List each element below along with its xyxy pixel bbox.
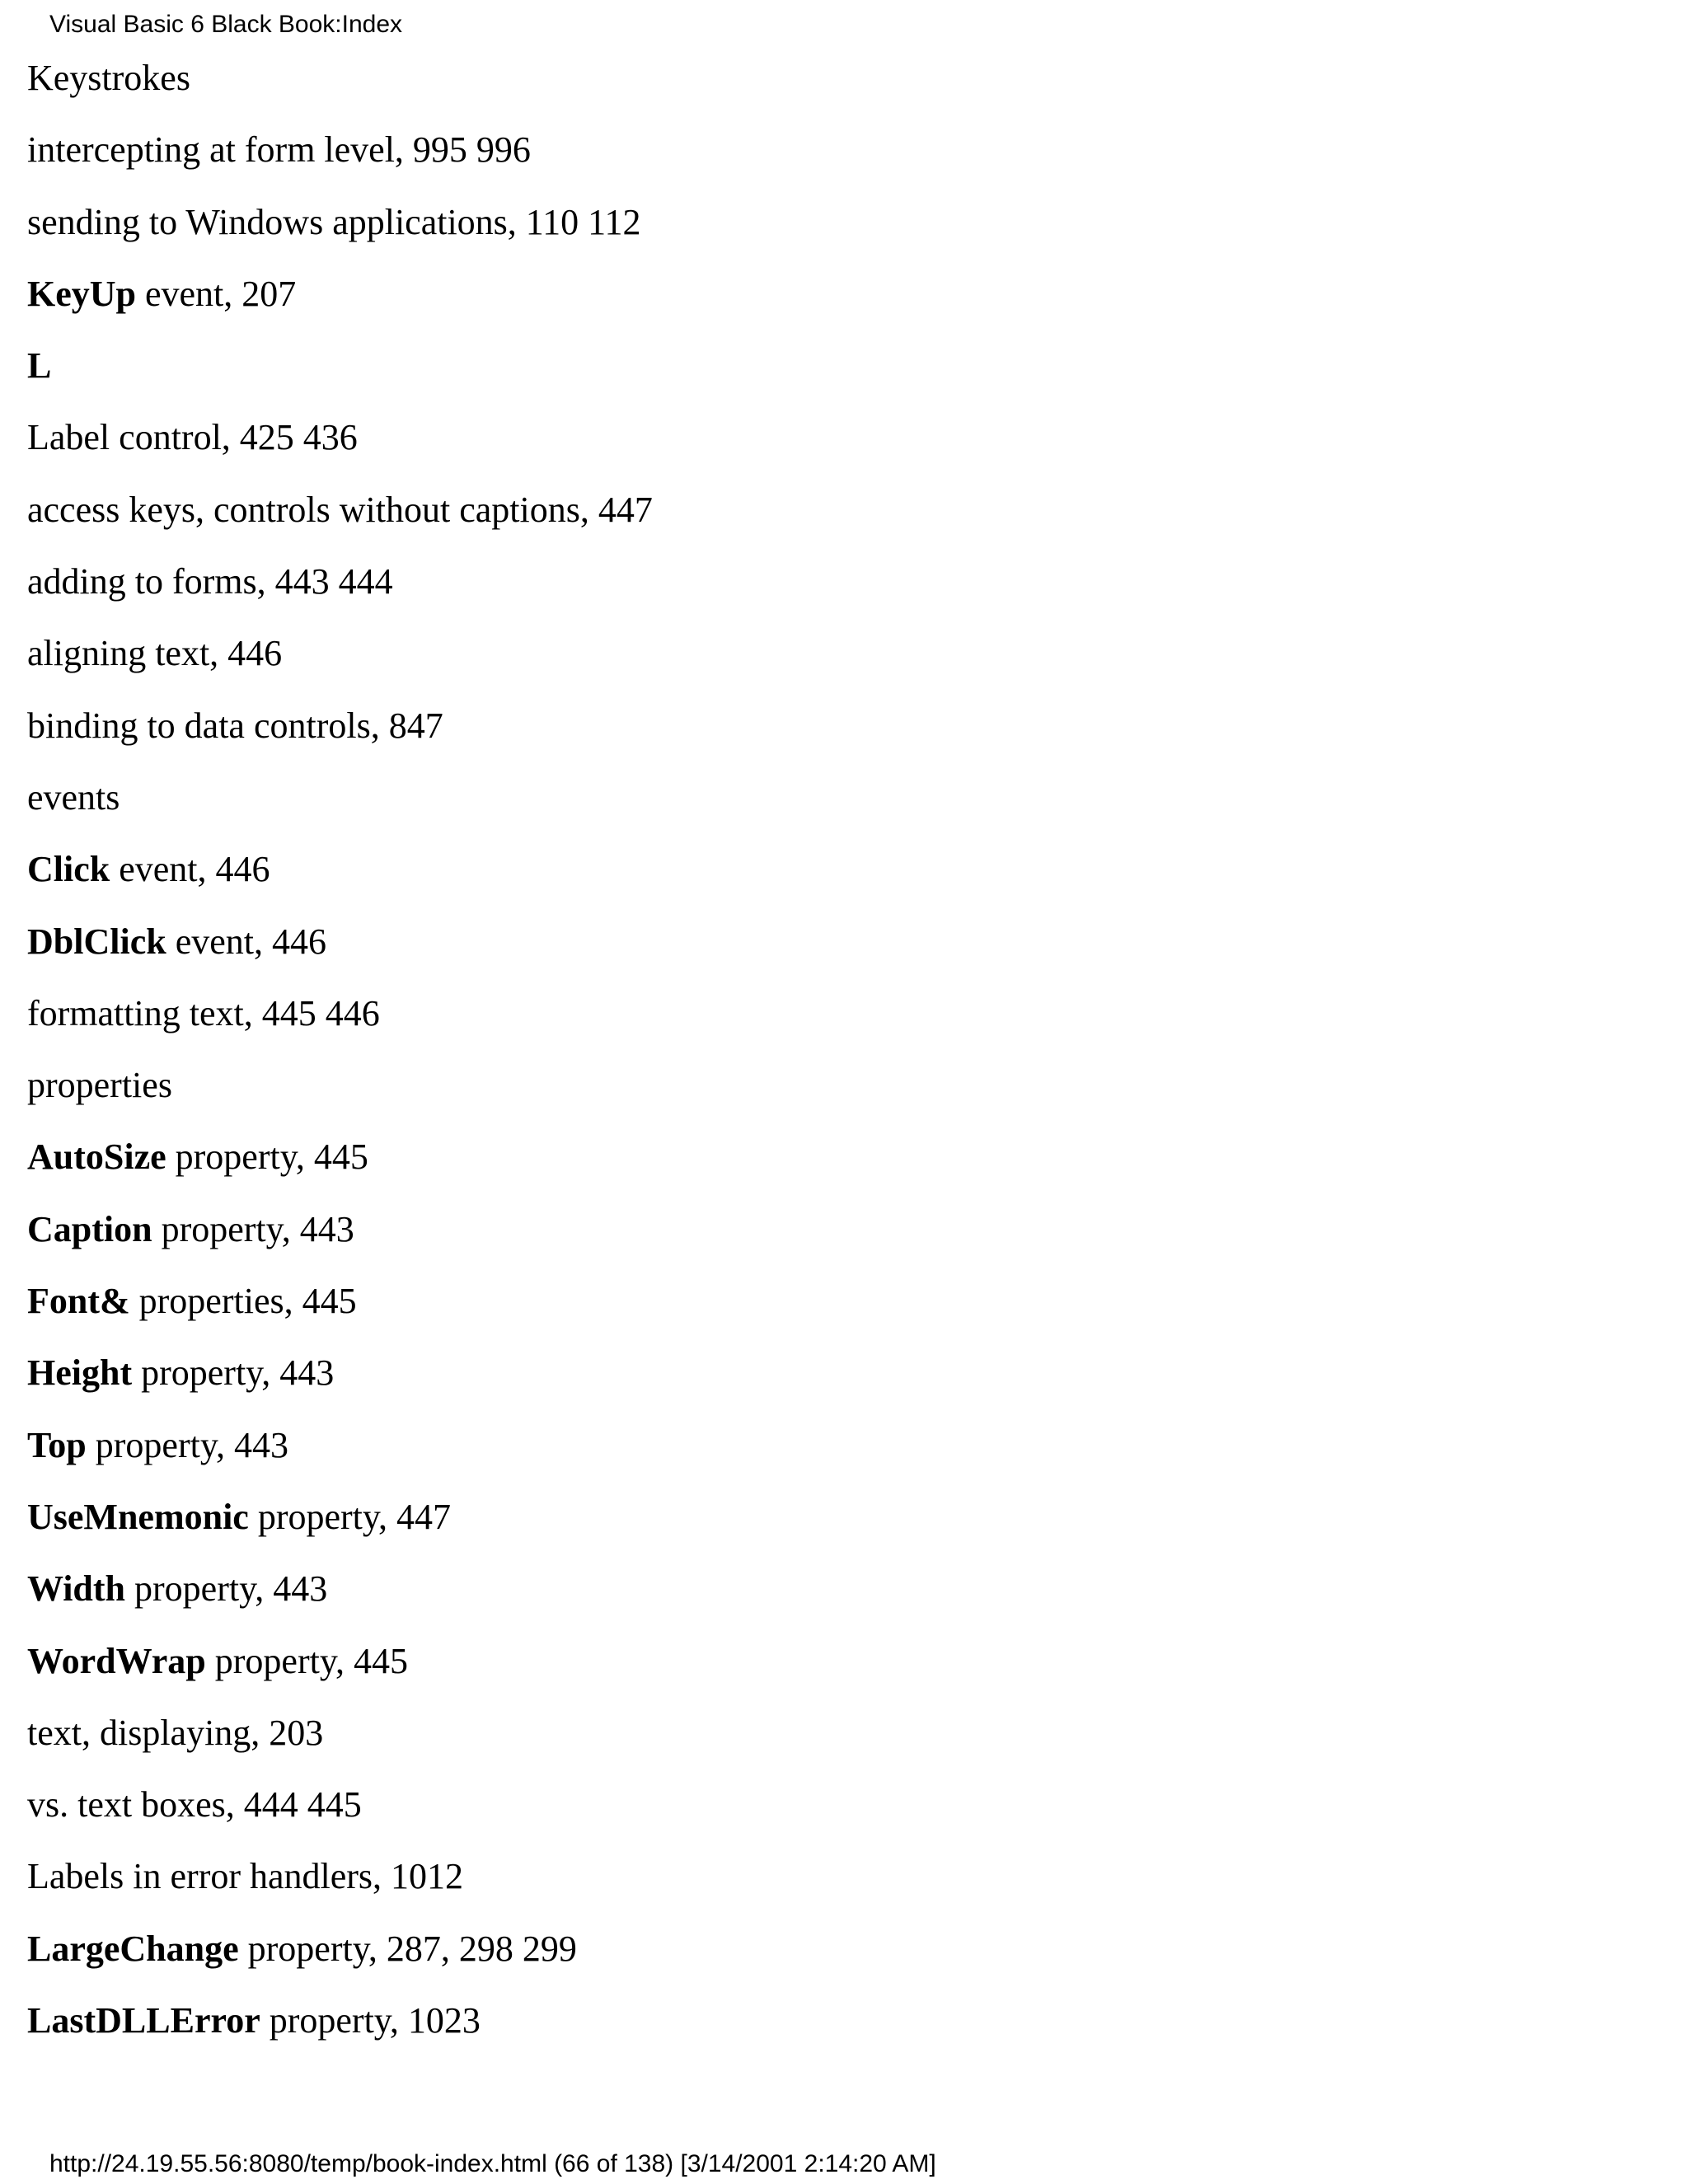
entry-text: property, 445 [166, 1137, 368, 1178]
index-entry [27, 1850, 653, 1922]
entry-text: property, 287, 298 299 [238, 1928, 577, 1969]
index-entry [27, 1491, 653, 1563]
index-entry [27, 484, 653, 555]
entry-text: Labels in error handlers, 1012 [27, 1856, 464, 1897]
index-entry [27, 1059, 653, 1131]
entry-text: property, 443 [132, 1352, 335, 1394]
page-header-title: Visual Basic 6 Black Book:Index [49, 11, 403, 38]
index-entry [27, 1994, 653, 2066]
index-entry [27, 1347, 653, 1418]
entry-text: property, 443 [152, 1208, 354, 1249]
index-entry [27, 916, 653, 987]
index-entry [27, 1563, 653, 1634]
entry-text: Keystrokes [27, 58, 190, 98]
entry-term: Click [27, 849, 110, 890]
index-entry [27, 555, 653, 627]
entry-text: formatting text, 445 446 [27, 992, 380, 1033]
entry-text: event, 446 [166, 921, 326, 962]
index-entry [27, 196, 653, 268]
index-section-letter [27, 340, 653, 411]
index-entry [27, 1131, 653, 1202]
entry-term: Caption [27, 1208, 152, 1249]
entry-text: property, 445 [205, 1640, 408, 1681]
index-entry [27, 124, 653, 195]
index-entry [27, 627, 653, 699]
entry-term: LargeChange [27, 1928, 239, 1969]
entry-text: property, 447 [248, 1496, 452, 1537]
entry-term: Top [27, 1424, 87, 1465]
index-entry [27, 1635, 653, 1707]
entry-term: Height [27, 1352, 133, 1394]
index-entry [27, 1203, 653, 1275]
entry-term: LastDLLError [27, 2000, 260, 2041]
entry-term: KeyUp [27, 273, 136, 314]
entry-text: property, 1023 [260, 2000, 481, 2041]
entry-text: adding to forms, 443 444 [27, 561, 393, 602]
page-footer-url: http://24.19.55.56:8080/temp/book-index.html (66 of 138) [3/14/2001 2:14:20 AM] [49, 2150, 936, 2177]
entry-text: binding to data controls, 847 [27, 705, 443, 746]
entry-term: UseMnemonic [27, 1496, 249, 1537]
entry-text: vs. text boxes, 444 445 [27, 1784, 362, 1825]
entry-text: property, 443 [86, 1424, 288, 1465]
index-entry [27, 411, 653, 483]
entry-term: WordWrap [27, 1640, 206, 1681]
entry-text: Label control, 425 436 [27, 417, 358, 458]
entry-term: Font& [27, 1281, 130, 1322]
index-entry [27, 700, 653, 771]
index-entry [27, 771, 653, 843]
entry-text: aligning text, 446 [27, 633, 283, 674]
entry-text: event, 446 [110, 849, 270, 890]
entry-text: event, 207 [136, 273, 297, 314]
entry-term: AutoSize [27, 1137, 166, 1178]
index-entry [27, 1923, 653, 1994]
entry-text: sending to Windows applications, 110 112 [27, 201, 641, 242]
index-entry [27, 1779, 653, 1850]
index-entry [27, 52, 653, 124]
index-entry [27, 1707, 653, 1779]
index-entry [27, 987, 653, 1059]
entry-text: property, 443 [125, 1568, 328, 1610]
entry-text: text, displaying, 203 [27, 1712, 324, 1753]
index-entry [27, 1275, 653, 1347]
index-entry [27, 1419, 653, 1491]
index-entry-list [27, 52, 653, 2066]
entry-term: DblClick [27, 921, 166, 962]
entry-text: properties [27, 1065, 172, 1106]
entry-text: events [27, 776, 120, 818]
entry-text: access keys, controls without captions, 447 [27, 489, 653, 530]
entry-term: Width [27, 1568, 126, 1610]
index-entry [27, 843, 653, 915]
entry-text: properties, 445 [129, 1281, 357, 1322]
index-entry [27, 268, 653, 340]
entry-text: intercepting at form level, 995 996 [27, 129, 531, 171]
entry-term: L [27, 345, 52, 387]
